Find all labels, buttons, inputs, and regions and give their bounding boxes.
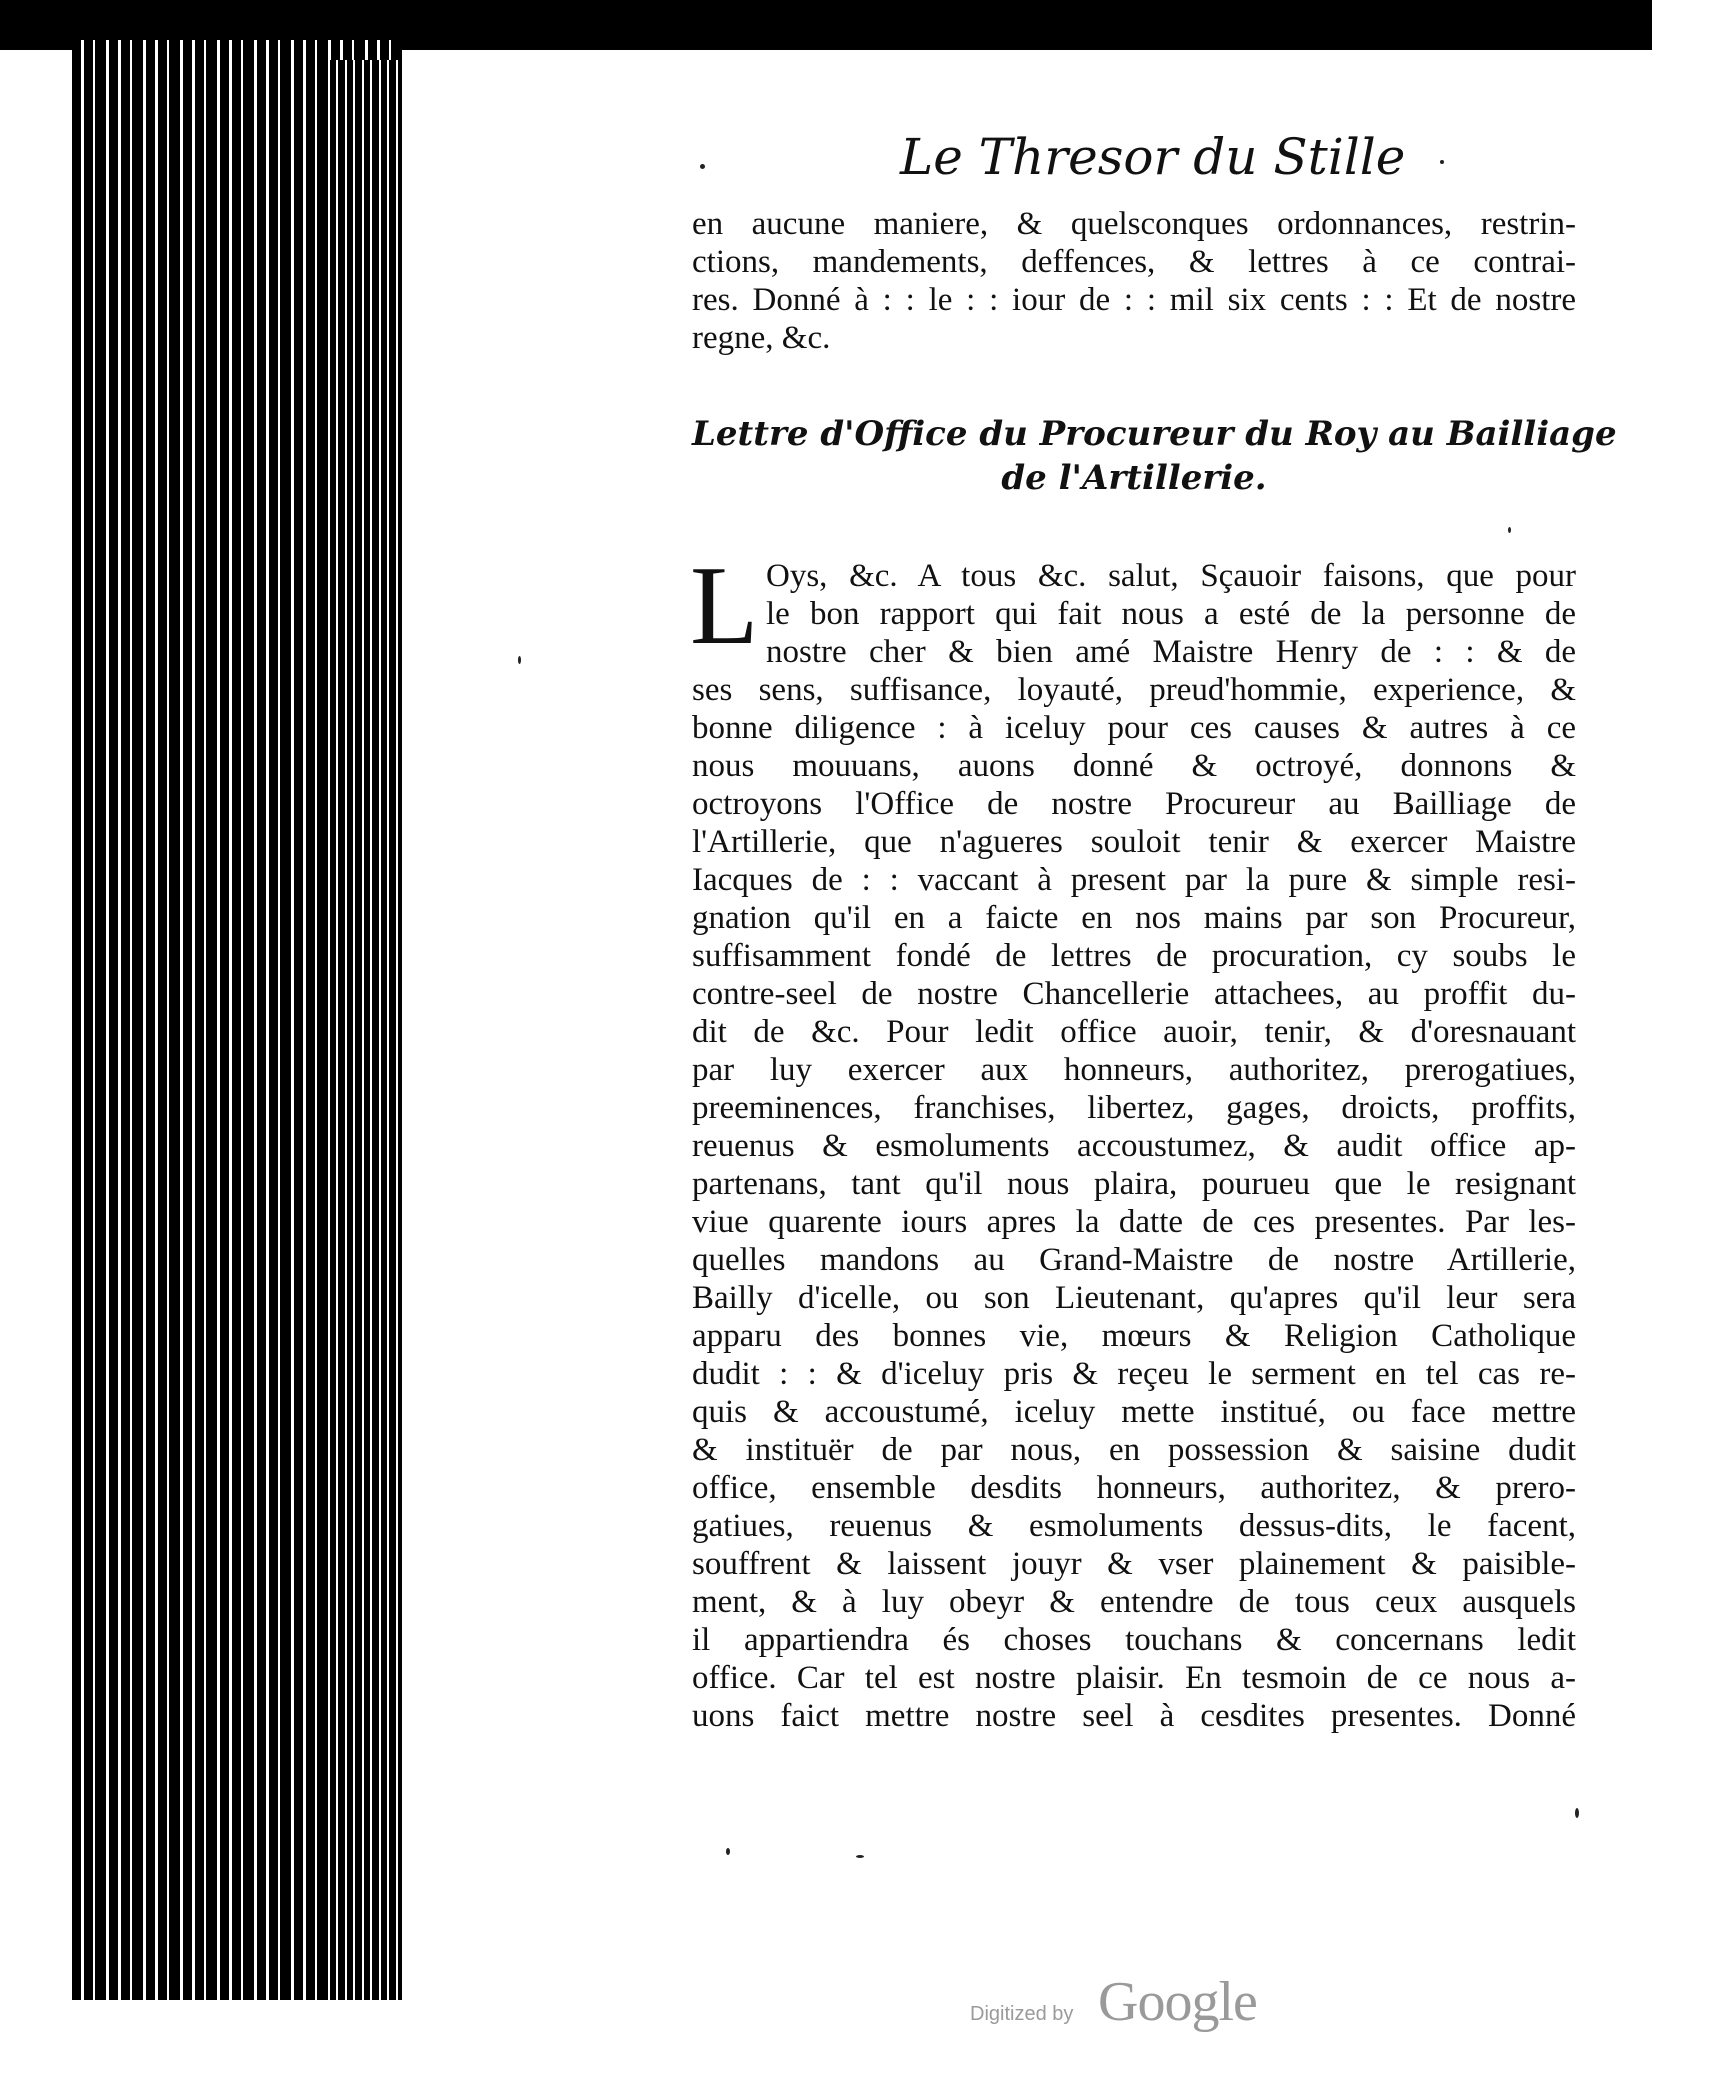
- text-line: dit de &c. Pour ledit office auoir, tenir, & d'oresnauant: [692, 1014, 1576, 1050]
- text-line: gatiues, reuenus & esmoluments dessus-dits, le facent,: [692, 1508, 1576, 1544]
- text-line: gnation qu'il en a faicte en nos mains par son Procureur,: [692, 900, 1576, 936]
- text-line: quis & accoustumé, iceluy mette institué, ou face mettre: [692, 1394, 1576, 1430]
- ink-speck: [856, 1855, 864, 1858]
- text-line: uons faict mettre nostre seel à cesdites presentes. Donné: [692, 1698, 1576, 1734]
- text-line: quelles mandons au Grand-Maistre de nostre Artillerie,: [692, 1242, 1576, 1278]
- text-line: dudit : : & d'iceluy pris & reçeu le serment en tel cas re-: [692, 1356, 1576, 1392]
- text-line: souffrent & laissent jouyr & vser plainement & paisible-: [692, 1546, 1576, 1582]
- text-line: l'Artillerie, que n'agueres souloit tenir & exercer Maistre: [692, 824, 1576, 860]
- ink-speck: [518, 656, 521, 664]
- section-heading: [692, 412, 1617, 500]
- running-head: Le Thresor du Stille: [900, 128, 1406, 186]
- text-line: Oys, &c. A tous &c. salut, Sçauoir faisons, que pour: [766, 558, 1576, 594]
- text-line: par luy exercer aux honneurs, authoritez, prerogatiues,: [692, 1052, 1576, 1088]
- ink-speck: [1508, 527, 1511, 533]
- text-line: office, ensemble desdits honneurs, authoritez, & prero-: [692, 1470, 1576, 1506]
- section-heading-line: Lettre d'Office du Procureur du Roy au Bailliage: [692, 414, 1617, 454]
- text-line: ses sens, suffisance, loyauté, preud'hommie, experience, &: [692, 672, 1576, 708]
- ink-speck: [1575, 1808, 1579, 1818]
- text-line: reuenus & esmoluments accoustumez, & audit office ap-: [692, 1128, 1576, 1164]
- text-line: nostre cher & bien amé Maistre Henry de : : & de: [766, 634, 1576, 670]
- text-line: nous mouuans, auons donné & octroyé, donnons &: [692, 748, 1576, 784]
- text-line: partenans, tant qu'il nous plaira, pourueu que le resignant: [692, 1166, 1576, 1202]
- page-stack-edge: [330, 60, 402, 2000]
- text-line: preeminences, franchises, libertez, gages, droicts, proffits,: [692, 1090, 1576, 1126]
- text-line: Bailly d'icelle, ou son Lieutenant, qu'apres qu'il leur sera: [692, 1280, 1576, 1316]
- text-line: res. Donné à : : le : : iour de : : mil six cents : : Et de nostre: [692, 282, 1576, 318]
- section-heading-line: de l'Artillerie.: [1001, 458, 1267, 498]
- text-line: suffisamment fondé de lettres de procuration, cy soubs le: [692, 938, 1576, 974]
- text-line: il appartiendra és choses touchans & concernans ledit: [692, 1622, 1576, 1658]
- ink-speck: [700, 164, 705, 169]
- text-line: apparu des bonnes vie, mœurs & Religion Catholique: [692, 1318, 1576, 1354]
- digitized-by-label: Digitized by: [970, 2003, 1074, 2025]
- text-line: Iacques de : : vaccant à present par la pure & simple resi-: [692, 862, 1576, 898]
- google-logo: Google: [1098, 1971, 1257, 2033]
- drop-cap: L: [690, 544, 759, 668]
- text-line: octroyons l'Office de nostre Procureur au Bailliage de: [692, 786, 1576, 822]
- text-line: le bon rapport qui fait nous a esté de la personne de: [766, 596, 1576, 632]
- text-line: ment, & à luy obeyr & entendre de tous ceux ausquels: [692, 1584, 1576, 1620]
- text-line: & instituër de par nous, en possession & saisine dudit: [692, 1432, 1576, 1468]
- ink-speck: [1440, 160, 1444, 164]
- text-line: contre-seel de nostre Chancellerie attachees, au proffit du-: [692, 976, 1576, 1012]
- text-line: office. Car tel est nostre plaisir. En tesmoin de ce nous a-: [692, 1660, 1576, 1696]
- ink-speck: [726, 1848, 730, 1855]
- text-line: bonne diligence : à iceluy pour ces causes & autres à ce: [692, 710, 1576, 746]
- text-line: viue quarente iours apres la datte de ces presentes. Par les-: [692, 1204, 1576, 1240]
- text-line: en aucune maniere, & quelsconques ordonnances, restrin-: [692, 206, 1576, 242]
- text-line: ctions, mandements, deffences, & lettres à ce contrai-: [692, 244, 1576, 280]
- text-line: regne, &c.: [692, 320, 831, 356]
